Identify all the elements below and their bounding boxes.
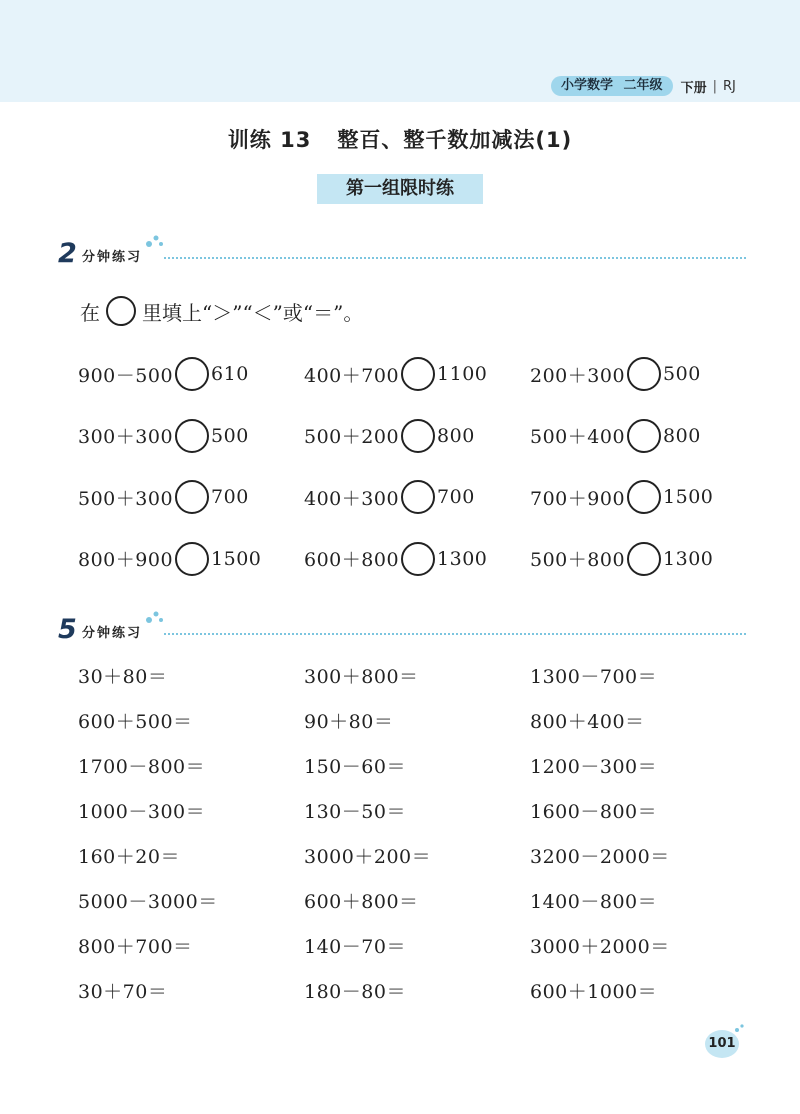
calculation-row [78,754,756,799]
answer-circle[interactable] [401,357,435,391]
comparison-item [78,419,304,453]
answer-circle[interactable] [175,419,209,453]
calculation-item[interactable]: 180－80＝ [304,981,406,1003]
comparison-right-value: 1300 [437,547,488,570]
comparison-right-value: 1300 [663,547,714,570]
comparison-left-expression: 500＋400 [530,426,626,448]
comparison-item [78,480,304,514]
comparison-row [78,542,756,604]
calculation-item[interactable]: 30＋80＝ [78,666,168,688]
comparison-left-expression: 700＋900 [530,487,626,510]
calculation-item[interactable]: 3000＋200＝ [304,846,432,868]
calculation-row [78,844,756,889]
calculation-item[interactable]: 1400－800＝ [530,891,658,913]
calculation-item[interactable]: 130－50＝ [304,801,406,823]
grade-label: 二年级 [623,78,663,93]
calculation-item[interactable]: 1600－800＝ [530,801,658,823]
comparison-item [304,480,530,514]
lesson-topic: 整百、整千数加减法(1) [337,128,573,152]
calculation-item[interactable]: 5000－3000＝ [78,891,218,913]
comparison-item [78,542,304,576]
page-title [0,124,800,154]
calculation-item[interactable]: 150－60＝ [304,756,406,778]
comparison-item [530,419,756,453]
answer-circle[interactable] [175,480,209,514]
comparison-right-value: 1500 [211,547,262,570]
answer-circle[interactable] [627,419,661,453]
comparison-left-expression: 500＋300 [78,487,174,510]
section-label: 分钟练习 [82,626,143,641]
answer-circle[interactable] [175,357,209,391]
comparison-item [530,542,756,576]
calculation-grid [78,664,756,1024]
comparison-right-value: 500 [211,424,249,447]
comparison-right-value: 500 [663,363,701,385]
calculation-item[interactable]: 140－70＝ [304,936,406,958]
comparison-right-value: 800 [437,424,475,447]
calculation-item[interactable]: 1000－300＝ [78,801,206,823]
header-separator: | [712,78,717,94]
calculation-item[interactable]: 1300－700＝ [530,666,658,688]
comparison-item [304,357,530,391]
calculation-item[interactable]: 3200－2000＝ [530,846,670,868]
subject-pill [551,76,673,96]
calculation-item[interactable]: 1200－300＝ [530,756,658,778]
instruction-text-end: 里填上“＞”“＜”或“＝”。 [142,300,364,325]
comparison-left-expression: 300＋300 [78,426,174,448]
comparison-left-expression: 200＋300 [530,364,626,387]
comparison-item [78,357,304,391]
calculation-item[interactable]: 160＋20＝ [78,846,180,868]
instruction [80,296,363,326]
comparison-item [530,480,756,514]
comparison-left-expression: 500＋200 [304,426,400,448]
calculation-row [78,979,756,1024]
answer-circle[interactable] [401,419,435,453]
comparison-right-value: 700 [437,486,475,508]
comparison-item [530,357,756,391]
section-header-1 [48,238,748,274]
calculation-row [78,934,756,979]
comparison-left-expression: 400＋700 [304,364,400,387]
calculation-item[interactable]: 800＋700＝ [78,936,193,958]
comparison-left-expression: 800＋900 [78,549,174,571]
droplet-icon [144,232,166,250]
calculation-row [78,664,756,709]
comparison-left-expression: 900－500 [78,364,174,387]
comparison-row [78,480,756,542]
answer-circle[interactable] [401,480,435,514]
answer-circle[interactable] [175,542,209,576]
volume-label: 下册 [680,80,707,96]
comparison-right-value: 700 [211,486,249,508]
comparison-left-expression: 500＋800 [530,549,626,571]
comparison-right-value: 800 [663,424,701,447]
dotted-divider [164,257,746,259]
calculation-item[interactable]: 600＋800＝ [304,891,419,913]
answer-circle[interactable] [401,542,435,576]
comparison-grid [78,357,756,603]
droplet-icon [144,608,166,626]
comparison-right-value: 610 [211,363,249,385]
group-label: 第一组限时练 [317,174,483,204]
answer-circle[interactable] [627,480,661,514]
subject-label: 小学数学 [561,78,614,93]
calculation-item[interactable]: 3000＋2000＝ [530,936,670,958]
comparison-left-expression: 600＋800 [304,549,400,571]
section-header-2 [48,614,748,650]
dotted-divider [164,633,746,635]
droplet-icon [733,1022,745,1034]
circle-blank-icon [106,296,136,326]
calculation-item[interactable]: 600＋1000＝ [530,981,658,1003]
comparison-right-value: 1500 [663,486,714,508]
section-minutes-number: 5 [58,614,77,645]
calculation-item[interactable]: 800＋400＝ [530,711,645,733]
comparison-item [304,419,530,453]
calculation-row [78,709,756,754]
calculation-item[interactable]: 1700－800＝ [78,756,206,778]
calculation-row [78,889,756,934]
book-tag [551,76,736,96]
lesson-number: 训练 13 [227,128,312,152]
comparison-row [78,357,756,419]
comparison-left-expression: 400＋300 [304,487,400,510]
calculation-item[interactable]: 600＋500＝ [78,711,193,733]
calculation-item[interactable]: 300＋800＝ [304,666,419,688]
answer-circle[interactable] [627,542,661,576]
calculation-item[interactable]: 90＋80＝ [304,711,394,733]
section-minutes-number: 2 [58,238,77,269]
edition-label: RJ [722,78,736,94]
page-number: 101 [705,1030,739,1058]
instruction-text-start: 在 [80,300,100,325]
comparison-right-value: 1100 [437,363,488,385]
answer-circle[interactable] [627,357,661,391]
comparison-item [304,542,530,576]
calculation-item[interactable]: 30＋70＝ [78,981,168,1003]
section-label: 分钟练习 [82,250,143,265]
comparison-row [78,419,756,481]
calculation-row [78,799,756,844]
